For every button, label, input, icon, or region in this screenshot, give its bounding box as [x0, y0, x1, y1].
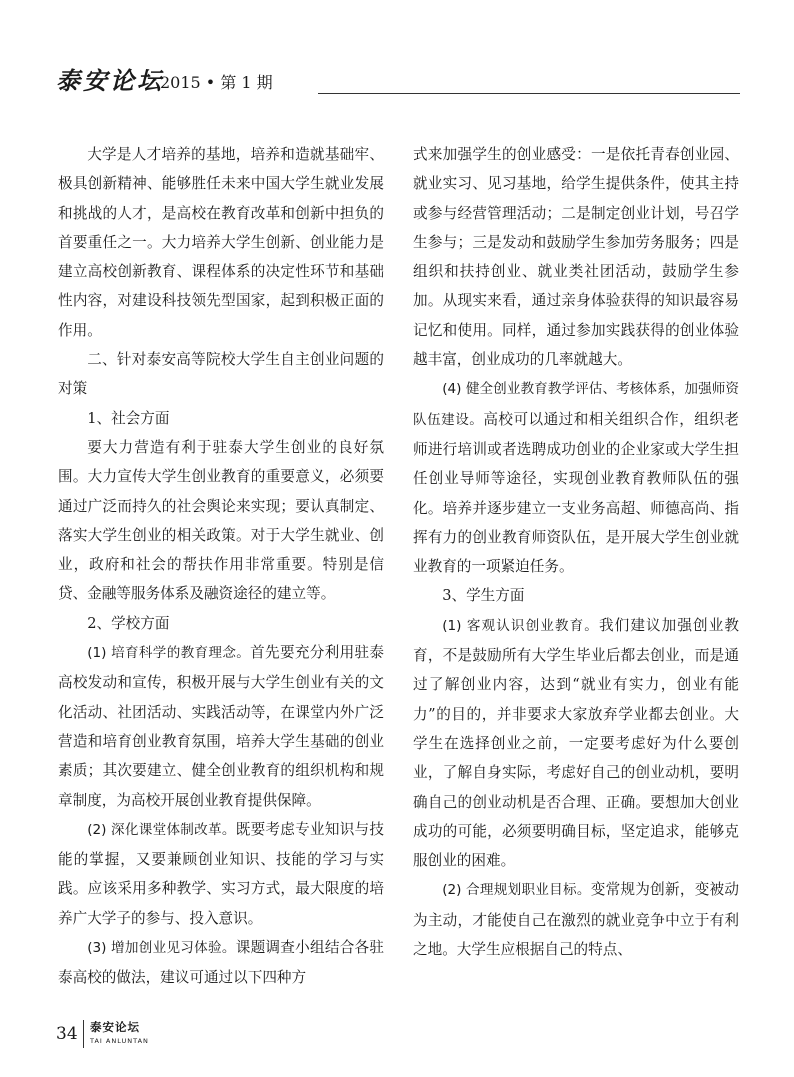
paragraph-lead: (4) 健全创业教育教学评估、考核体系，加强师资队伍建设。 — [413, 381, 739, 428]
paragraph-text: 要大力营造有利于驻泰大学生创业的良好氛围。大力宣传大学生创业教育的重要意义，必须要通过广泛而持久的社会舆论来实现；要认真制定、落实大学生创业的相关政策。对于大学生就业、创业，政府和社会的帮扶作用非常重要。特别是信贷、金融等服务体系及融资途径的建立等。 — [58, 438, 384, 603]
paragraph-text: 大学是人才培养的基地，培养和造就基础牢、极具创新精神、能够胜任未来中国大学生就业发展和挑战的人才，是高校在教育改革和创新中担负的首要重任之一。大力培养大学生创新、创业能力是建立高校创新教育、课程体系的决定性环节和基础性内容，对建设科技领先型国家，起到积极正面的作用。 — [58, 146, 384, 339]
paragraph-text: 既要考虑专业知识与技能的掌握，又要兼顾创业知识、技能的学习与实践。应该采用多种教学、实习方式，最大限度的培养广大学子的参与、投入意识。 — [58, 820, 384, 927]
paragraph-text: 首先要充分利用驻泰高校发动和宣传，积极开展与大学生创业有关的文化活动、社团活动、实践活动等，在课堂内外广泛营造和培育创业教育氛围，培养大学生基础的创业素质；其次要建立、健全创业教育的组织机构和规章制度，为高校开展创业教育提供保障。 — [58, 644, 384, 809]
paragraph — [413, 875, 739, 964]
paragraph — [413, 611, 739, 876]
paragraph — [58, 433, 384, 609]
paragraph-text: 高校可以通过和相关组织合作，组织老师进行培训或者选聘成功创业的企业家或大学生担任创业导师等途径，实现创业教育教师队伍的强化。培养并逐步建立一支业务高超、师德高尚、指挥有力的创业教育师资队伍，是开展大学生创业就业教育的一项紧迫任务。 — [413, 410, 739, 576]
paragraph-text: 2、学校方面 — [87, 614, 170, 632]
footer-journal-name-en: TAI ANLUNTAN — [90, 1037, 149, 1045]
section-heading — [58, 345, 384, 404]
header-rule — [318, 93, 740, 94]
paragraph-lead: (2) 深化课堂体制改革。 — [87, 821, 236, 838]
section-heading — [58, 404, 384, 433]
section-heading — [58, 609, 384, 638]
paragraph-text: 变常规为创新，变被动为主动，才能使自己在激烈的就业竞争中立于有利之地。大学生应根据自己的特点、 — [413, 881, 739, 959]
footer-journal-name: 泰安论坛 — [90, 1020, 140, 1034]
paragraph-lead: (2) 合理规划职业目标。 — [442, 882, 591, 899]
paragraph — [58, 933, 384, 993]
paragraph — [58, 140, 384, 345]
section-heading — [413, 581, 739, 610]
paragraph-text: 1、社会方面 — [87, 409, 170, 427]
paragraph-text: 我们建议加强创业教育，不是鼓励所有大学生毕业后都去创业，而是通过了解创业内容，达到“就业有实力，创业有能力”的目的，并非要求大家放弃学业都去创业。大学生在选择创业之前，一定要考虑好为什么要创业，了解自身实际，考虑好自己的创业动机，要明确自己的创业动机是否合理、正确。要想加大创业成功的可能，必须要明确目标，坚定追求，能够克服创业的困难。 — [413, 616, 739, 870]
right-column — [413, 140, 739, 964]
paragraph-lead: (1) 客观认识创业教育。 — [442, 617, 599, 634]
paragraph — [413, 140, 739, 374]
issue-label: 2015 • 第 1 期 — [160, 73, 273, 92]
paragraph-text: 3、学生方面 — [442, 587, 525, 605]
paragraph-text: 式来加强学生的创业感受：一是依托青春创业园、就业实习、见习基地，给学生提供条件，使其主持或参与经营管理活动；二是制定创业计划，号召学生参与；三是发动和鼓励学生参加劳务服务；四是组织和扶持创业、就业类社团活动，鼓励学生参加。从现实来看，通过亲身体验获得的知识最容易记忆和使用。同样，通过参加实践获得的创业体验越丰富，创业成功的几率就越大。 — [413, 146, 739, 369]
footer-divider — [83, 1020, 84, 1048]
paragraph-text: 课题调查小组结合各驻泰高校的做法，建议可通过以下四种方 — [58, 939, 384, 987]
journal-title: 泰安论坛 — [56, 66, 164, 95]
paragraph-text: 二、针对泰安高等院校大学生自主创业问题的对策 — [58, 351, 384, 398]
paragraph — [413, 374, 739, 581]
paragraph — [58, 638, 384, 815]
page-header — [56, 66, 740, 96]
page-number: 34 — [56, 1024, 78, 1044]
left-column — [58, 140, 384, 993]
paragraph-lead: (3) 增加创业见习体验。 — [87, 940, 236, 957]
paragraph — [58, 815, 384, 933]
page-footer — [56, 1016, 256, 1056]
paragraph-lead: (1) 培育科学的教育理念。 — [87, 645, 251, 662]
